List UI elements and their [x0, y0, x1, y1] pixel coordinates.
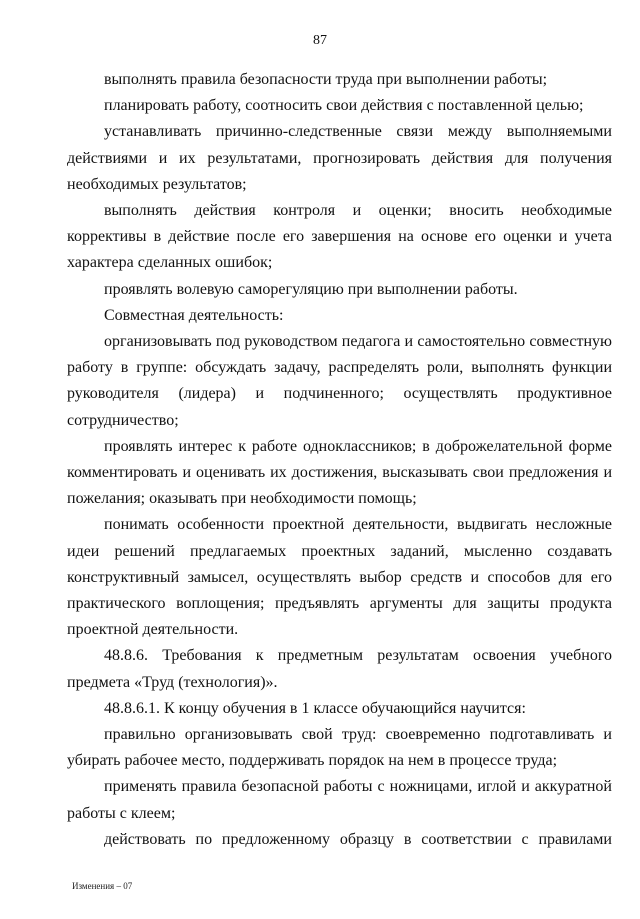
paragraph: организовывать под руководством педагога и самостоятельно совместную работу в группе: обсуждать задачу, распределять роли, выполнять функции руководителя (лидера) и подчиненного; осуществлять продуктивное сотрудничество;: [67, 333, 612, 429]
section-heading: Совместная деятельность:: [104, 306, 284, 324]
paragraph: понимать особенности проектной деятельности, выдвигать несложные идеи решений предлагаемых проектных заданий, мысленно создавать конструктивный замысел, осуществлять выбор средств и способов для его практического воплощения; предъявлять аргументы для защиты продукта проектной деятельности.: [67, 516, 612, 639]
paragraph: применять правила безопасной работы с ножницами, иглой и аккуратной работы с клеем;: [67, 778, 612, 822]
paragraph: выполнять действия контроля и оценки; вносить необходимые коррективы в действие после его завершения на основе его оценки и учета характера сделанных ошибок;: [67, 202, 612, 272]
page-number: 87: [313, 33, 327, 48]
paragraph: устанавливать причинно-следственные связи между выполняемыми действиями и их результатами, прогнозировать действия для получения необходимых результатов;: [67, 123, 612, 193]
section-heading: 48.8.6. Требования к предметным результатам освоения учебного предмета «Труд (технология)».: [67, 647, 612, 691]
paragraph: выполнять правила безопасности труда при выполнении работы;: [104, 71, 548, 88]
paragraph: планировать работу, соотносить свои действия с поставленной целью;: [104, 97, 584, 115]
subsection-heading: 48.8.6.1. К концу обучения в 1 классе обучающийся научится:: [104, 699, 526, 717]
footer-note: Изменения – 07: [72, 881, 133, 891]
paragraph: действовать по предложенному образцу в соответствии с правилами: [104, 830, 612, 848]
paragraph: проявлять волевую саморегуляцию при выполнении работы.: [104, 280, 518, 298]
body-text: [67, 67, 612, 853]
paragraph: проявлять интерес к работе одноклассников; в доброжелательной форме комментировать и оценивать их достижения, высказывать свои предложения и пожелания; оказывать при необходимости помощь;: [67, 437, 612, 508]
paragraph: правильно организовывать свой труд: своевременно подготавливать и убирать рабочее место, поддерживать порядок на нем в процессе труда;: [67, 726, 612, 770]
